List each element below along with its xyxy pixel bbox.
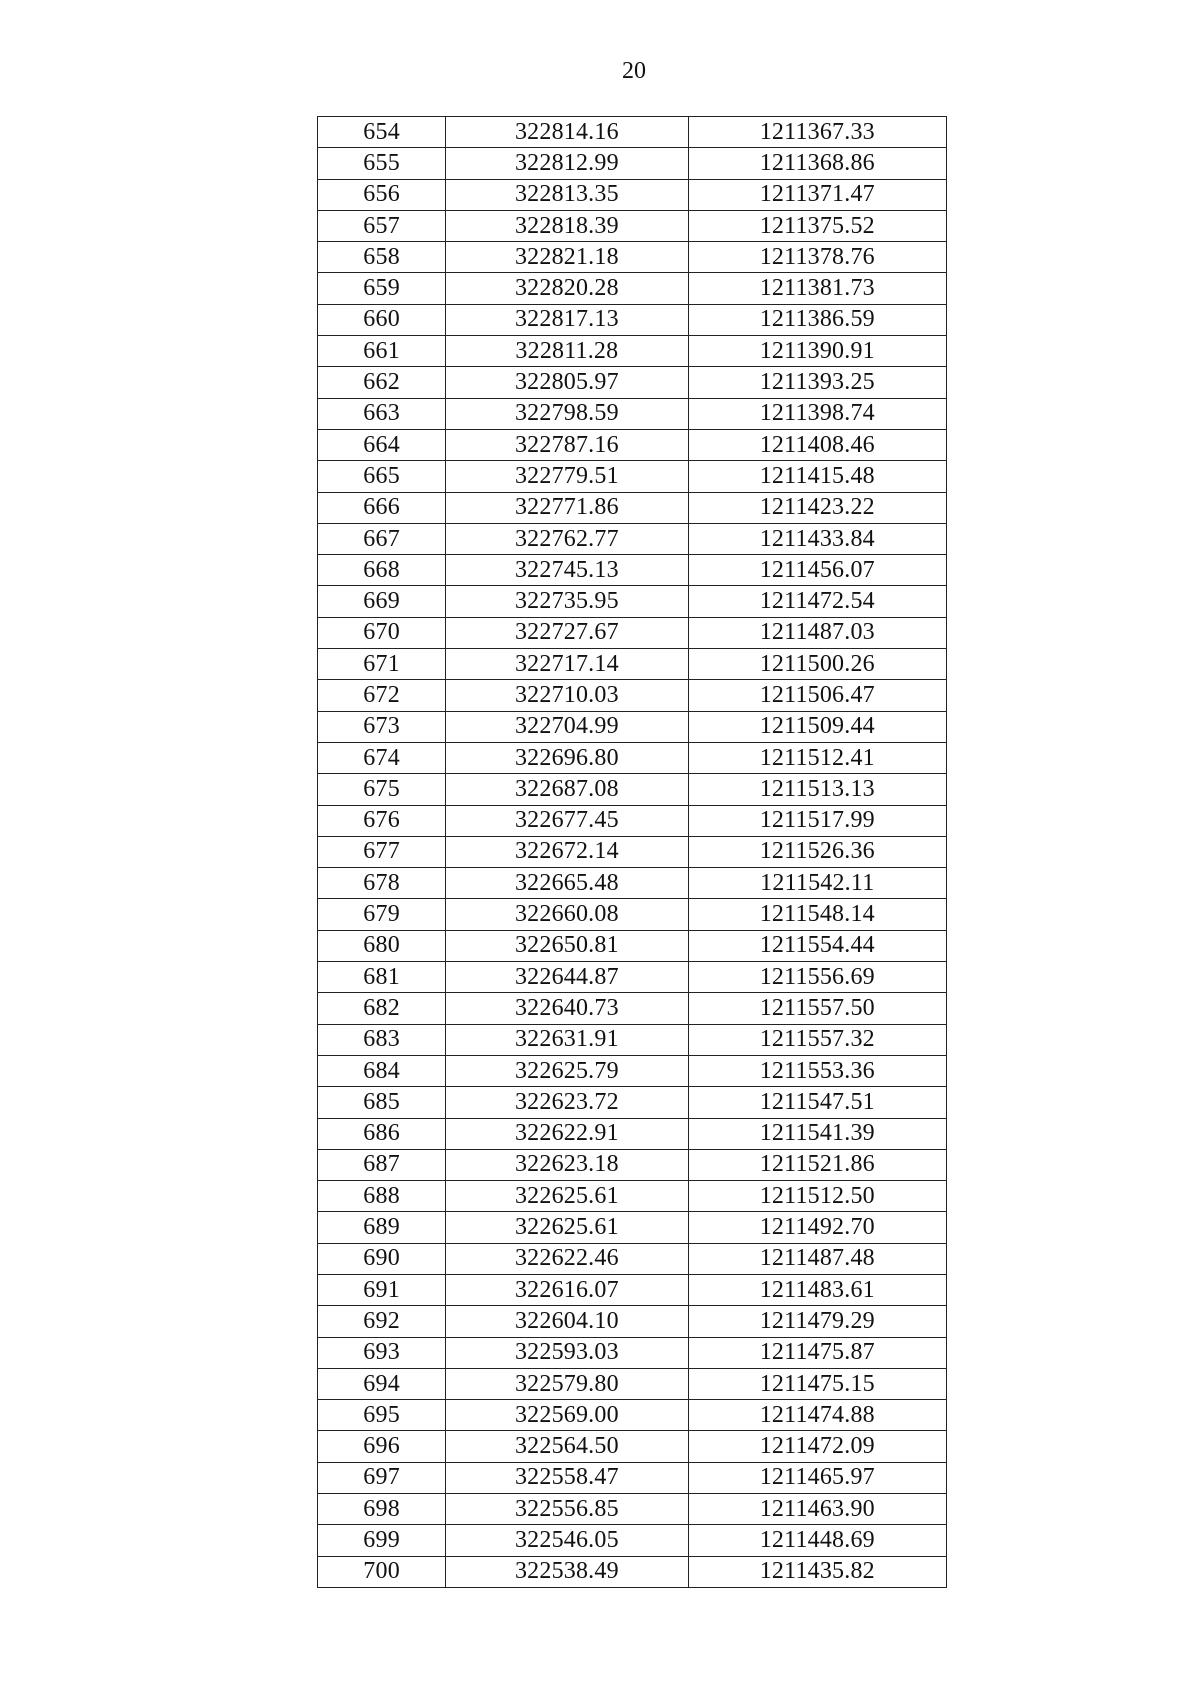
point-number-cell: 655: [318, 148, 446, 179]
y-coordinate-cell: 1211512.50: [688, 1181, 946, 1212]
y-coordinate-cell: 1211542.11: [688, 868, 946, 899]
table-row: [318, 617, 947, 648]
y-coordinate-cell: 1211487.03: [688, 617, 946, 648]
y-coordinate-cell: 1211474.88: [688, 1400, 946, 1431]
table-row: [318, 1118, 947, 1149]
point-number-cell: 678: [318, 868, 446, 899]
point-number-cell: 656: [318, 179, 446, 210]
point-number-cell: 654: [318, 117, 446, 148]
y-coordinate-cell: 1211472.09: [688, 1431, 946, 1462]
x-coordinate-cell: 322665.48: [446, 868, 688, 899]
point-number-cell: 690: [318, 1243, 446, 1274]
x-coordinate-cell: 322817.13: [446, 304, 688, 335]
x-coordinate-cell: 322727.67: [446, 617, 688, 648]
x-coordinate-cell: 322622.91: [446, 1118, 688, 1149]
x-coordinate-cell: 322704.99: [446, 711, 688, 742]
point-number-cell: 700: [318, 1556, 446, 1587]
x-coordinate-cell: 322579.80: [446, 1368, 688, 1399]
table-row: [318, 649, 947, 680]
x-coordinate-cell: 322813.35: [446, 179, 688, 210]
y-coordinate-cell: 1211500.26: [688, 649, 946, 680]
point-number-cell: 699: [318, 1525, 446, 1556]
x-coordinate-cell: 322623.18: [446, 1149, 688, 1180]
x-coordinate-cell: 322593.03: [446, 1337, 688, 1368]
x-coordinate-cell: 322805.97: [446, 367, 688, 398]
point-number-cell: 673: [318, 711, 446, 742]
y-coordinate-cell: 1211378.76: [688, 242, 946, 273]
point-number-cell: 692: [318, 1306, 446, 1337]
point-number-cell: 694: [318, 1368, 446, 1399]
x-coordinate-cell: 322556.85: [446, 1494, 688, 1525]
table-row: [318, 1212, 947, 1243]
table-row: [318, 1055, 947, 1086]
x-coordinate-cell: 322616.07: [446, 1274, 688, 1305]
table-row: [318, 336, 947, 367]
table-row: [318, 711, 947, 742]
table-row: [318, 1149, 947, 1180]
y-coordinate-cell: 1211423.22: [688, 492, 946, 523]
table-row: [318, 774, 947, 805]
y-coordinate-cell: 1211512.41: [688, 742, 946, 773]
x-coordinate-cell: 322640.73: [446, 993, 688, 1024]
y-coordinate-cell: 1211415.48: [688, 461, 946, 492]
table-row: [318, 179, 947, 210]
point-number-cell: 663: [318, 398, 446, 429]
table-row: [318, 1431, 947, 1462]
table-row: [318, 993, 947, 1024]
x-coordinate-cell: 322787.16: [446, 429, 688, 460]
x-coordinate-cell: 322623.72: [446, 1087, 688, 1118]
point-number-cell: 691: [318, 1274, 446, 1305]
x-coordinate-cell: 322812.99: [446, 148, 688, 179]
point-number-cell: 658: [318, 242, 446, 273]
point-number-cell: 674: [318, 742, 446, 773]
point-number-cell: 676: [318, 805, 446, 836]
point-number-cell: 689: [318, 1212, 446, 1243]
x-coordinate-cell: 322546.05: [446, 1525, 688, 1556]
y-coordinate-cell: 1211475.15: [688, 1368, 946, 1399]
x-coordinate-cell: 322798.59: [446, 398, 688, 429]
table-row: [318, 1337, 947, 1368]
y-coordinate-cell: 1211557.50: [688, 993, 946, 1024]
point-number-cell: 660: [318, 304, 446, 335]
x-coordinate-cell: 322622.46: [446, 1243, 688, 1274]
y-coordinate-cell: 1211513.13: [688, 774, 946, 805]
y-coordinate-cell: 1211541.39: [688, 1118, 946, 1149]
point-number-cell: 664: [318, 429, 446, 460]
point-number-cell: 661: [318, 336, 446, 367]
x-coordinate-cell: 322696.80: [446, 742, 688, 773]
y-coordinate-cell: 1211483.61: [688, 1274, 946, 1305]
table-row: [318, 1525, 947, 1556]
point-number-cell: 697: [318, 1462, 446, 1493]
y-coordinate-cell: 1211475.87: [688, 1337, 946, 1368]
table-row: [318, 586, 947, 617]
x-coordinate-cell: 322771.86: [446, 492, 688, 523]
point-number-cell: 666: [318, 492, 446, 523]
point-number-cell: 683: [318, 1024, 446, 1055]
table-row: [318, 962, 947, 993]
table-row: [318, 805, 947, 836]
x-coordinate-cell: 322814.16: [446, 117, 688, 148]
x-coordinate-cell: 322811.28: [446, 336, 688, 367]
table-row: [318, 1024, 947, 1055]
point-number-cell: 682: [318, 993, 446, 1024]
x-coordinate-cell: 322735.95: [446, 586, 688, 617]
y-coordinate-cell: 1211375.52: [688, 210, 946, 241]
table-row: [318, 492, 947, 523]
y-coordinate-cell: 1211554.44: [688, 930, 946, 961]
point-number-cell: 677: [318, 836, 446, 867]
point-number-cell: 680: [318, 930, 446, 961]
table-row: [318, 1306, 947, 1337]
x-coordinate-cell: 322745.13: [446, 555, 688, 586]
x-coordinate-cell: 322660.08: [446, 899, 688, 930]
y-coordinate-cell: 1211390.91: [688, 336, 946, 367]
y-coordinate-cell: 1211398.74: [688, 398, 946, 429]
point-number-cell: 672: [318, 680, 446, 711]
x-coordinate-cell: 322569.00: [446, 1400, 688, 1431]
point-number-cell: 675: [318, 774, 446, 805]
y-coordinate-cell: 1211472.54: [688, 586, 946, 617]
x-coordinate-cell: 322710.03: [446, 680, 688, 711]
table-row: [318, 523, 947, 554]
x-coordinate-cell: 322631.91: [446, 1024, 688, 1055]
table-row: [318, 868, 947, 899]
coordinates-table: [317, 116, 947, 1588]
table-row: [318, 429, 947, 460]
x-coordinate-cell: 322538.49: [446, 1556, 688, 1587]
y-coordinate-cell: 1211368.86: [688, 148, 946, 179]
x-coordinate-cell: 322762.77: [446, 523, 688, 554]
table-row: [318, 461, 947, 492]
y-coordinate-cell: 1211433.84: [688, 523, 946, 554]
x-coordinate-cell: 322650.81: [446, 930, 688, 961]
x-coordinate-cell: 322672.14: [446, 836, 688, 867]
x-coordinate-cell: 322644.87: [446, 962, 688, 993]
x-coordinate-cell: 322820.28: [446, 273, 688, 304]
table-row: [318, 117, 947, 148]
point-number-cell: 686: [318, 1118, 446, 1149]
table-row: [318, 1494, 947, 1525]
y-coordinate-cell: 1211548.14: [688, 899, 946, 930]
point-number-cell: 688: [318, 1181, 446, 1212]
y-coordinate-cell: 1211463.90: [688, 1494, 946, 1525]
x-coordinate-cell: 322558.47: [446, 1462, 688, 1493]
y-coordinate-cell: 1211465.97: [688, 1462, 946, 1493]
point-number-cell: 668: [318, 555, 446, 586]
x-coordinate-cell: 322604.10: [446, 1306, 688, 1337]
y-coordinate-cell: 1211506.47: [688, 680, 946, 711]
y-coordinate-cell: 1211509.44: [688, 711, 946, 742]
y-coordinate-cell: 1211367.33: [688, 117, 946, 148]
x-coordinate-cell: 322779.51: [446, 461, 688, 492]
point-number-cell: 657: [318, 210, 446, 241]
table-row: [318, 1274, 947, 1305]
table-row: [318, 273, 947, 304]
x-coordinate-cell: 322625.61: [446, 1212, 688, 1243]
table-row: [318, 398, 947, 429]
table-row: [318, 242, 947, 273]
table-row: [318, 1181, 947, 1212]
point-number-cell: 681: [318, 962, 446, 993]
point-number-cell: 696: [318, 1431, 446, 1462]
x-coordinate-cell: 322687.08: [446, 774, 688, 805]
point-number-cell: 671: [318, 649, 446, 680]
page-number: 20: [622, 58, 646, 84]
table-row: [318, 899, 947, 930]
point-number-cell: 659: [318, 273, 446, 304]
point-number-cell: 670: [318, 617, 446, 648]
y-coordinate-cell: 1211553.36: [688, 1055, 946, 1086]
point-number-cell: 665: [318, 461, 446, 492]
y-coordinate-cell: 1211435.82: [688, 1556, 946, 1587]
y-coordinate-cell: 1211479.29: [688, 1306, 946, 1337]
table-row: [318, 148, 947, 179]
y-coordinate-cell: 1211526.36: [688, 836, 946, 867]
y-coordinate-cell: 1211456.07: [688, 555, 946, 586]
table-row: [318, 1368, 947, 1399]
table-row: [318, 742, 947, 773]
point-number-cell: 684: [318, 1055, 446, 1086]
y-coordinate-cell: 1211448.69: [688, 1525, 946, 1556]
y-coordinate-cell: 1211521.86: [688, 1149, 946, 1180]
y-coordinate-cell: 1211381.73: [688, 273, 946, 304]
y-coordinate-cell: 1211393.25: [688, 367, 946, 398]
x-coordinate-cell: 322564.50: [446, 1431, 688, 1462]
table-row: [318, 1462, 947, 1493]
coordinates-table-body: [318, 117, 947, 1588]
y-coordinate-cell: 1211556.69: [688, 962, 946, 993]
y-coordinate-cell: 1211492.70: [688, 1212, 946, 1243]
point-number-cell: 685: [318, 1087, 446, 1118]
x-coordinate-cell: 322818.39: [446, 210, 688, 241]
x-coordinate-cell: 322625.61: [446, 1181, 688, 1212]
y-coordinate-cell: 1211547.51: [688, 1087, 946, 1118]
point-number-cell: 669: [318, 586, 446, 617]
point-number-cell: 662: [318, 367, 446, 398]
y-coordinate-cell: 1211557.32: [688, 1024, 946, 1055]
point-number-cell: 687: [318, 1149, 446, 1180]
table-row: [318, 1087, 947, 1118]
table-row: [318, 1400, 947, 1431]
table-row: [318, 304, 947, 335]
table-row: [318, 680, 947, 711]
y-coordinate-cell: 1211408.46: [688, 429, 946, 460]
point-number-cell: 695: [318, 1400, 446, 1431]
table-row: [318, 555, 947, 586]
table-row: [318, 210, 947, 241]
point-number-cell: 667: [318, 523, 446, 554]
point-number-cell: 698: [318, 1494, 446, 1525]
table-row: [318, 836, 947, 867]
x-coordinate-cell: 322717.14: [446, 649, 688, 680]
point-number-cell: 679: [318, 899, 446, 930]
x-coordinate-cell: 322625.79: [446, 1055, 688, 1086]
table-row: [318, 1556, 947, 1587]
table-row: [318, 930, 947, 961]
table-row: [318, 367, 947, 398]
y-coordinate-cell: 1211386.59: [688, 304, 946, 335]
y-coordinate-cell: 1211371.47: [688, 179, 946, 210]
point-number-cell: 693: [318, 1337, 446, 1368]
y-coordinate-cell: 1211487.48: [688, 1243, 946, 1274]
y-coordinate-cell: 1211517.99: [688, 805, 946, 836]
table-row: [318, 1243, 947, 1274]
x-coordinate-cell: 322677.45: [446, 805, 688, 836]
x-coordinate-cell: 322821.18: [446, 242, 688, 273]
